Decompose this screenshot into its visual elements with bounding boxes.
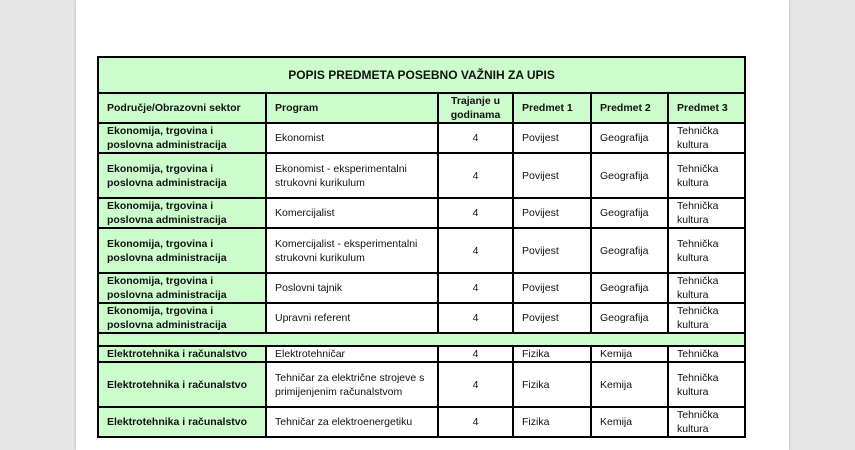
program-cell: Upravni referent xyxy=(266,303,438,333)
group-separator-row xyxy=(98,333,745,346)
sector-cell: Elektrotehnika i računalstvo xyxy=(98,362,266,407)
sector-cell: Elektrotehnika i računalstvo xyxy=(98,346,266,362)
subject1-cell: Povijest xyxy=(513,228,591,273)
header-row xyxy=(98,93,745,123)
table-row xyxy=(98,123,745,153)
table-row xyxy=(98,153,745,198)
subject3-cell: Tehnička xyxy=(668,346,745,362)
col-header-duration: Trajanje u godinama xyxy=(438,93,513,123)
col-header-subject3: Predmet 3 xyxy=(668,93,745,123)
duration-cell: 4 xyxy=(438,153,513,198)
table-title: POPIS PREDMETA POSEBNO VAŽNIH ZA UPIS xyxy=(98,57,745,93)
sector-cell: Ekonomija, trgovina i poslovna administracija xyxy=(98,153,266,198)
subject3-cell: Tehnička kultura xyxy=(668,407,745,437)
subject2-cell: Geografija xyxy=(591,123,668,153)
program-cell: Poslovni tajnik xyxy=(266,273,438,303)
duration-cell: 4 xyxy=(438,303,513,333)
subject2-cell: Geografija xyxy=(591,273,668,303)
subject2-cell: Kemija xyxy=(591,362,668,407)
duration-cell: 4 xyxy=(438,346,513,362)
subject3-cell: Tehnička kultura xyxy=(668,273,745,303)
program-cell: Elektrotehničar xyxy=(266,346,438,362)
table-row xyxy=(98,273,745,303)
subject3-cell: Tehnička kultura xyxy=(668,198,745,228)
subject2-cell: Kemija xyxy=(591,407,668,437)
sector-cell: Ekonomija, trgovina i poslovna administracija xyxy=(98,228,266,273)
sector-cell: Ekonomija, trgovina i poslovna administracija xyxy=(98,273,266,303)
subject1-cell: Fizika xyxy=(513,407,591,437)
subject1-cell: Fizika xyxy=(513,362,591,407)
subject2-cell: Geografija xyxy=(591,198,668,228)
subject3-cell: Tehnička kultura xyxy=(668,303,745,333)
table-row xyxy=(98,407,745,437)
program-cell: Komercijalist xyxy=(266,198,438,228)
subject2-cell: Geografija xyxy=(591,228,668,273)
table-row xyxy=(98,362,745,407)
subject3-cell: Tehnička kultura xyxy=(668,153,745,198)
duration-cell: 4 xyxy=(438,362,513,407)
subject1-cell: Povijest xyxy=(513,198,591,228)
program-cell: Komercijalist - eksperimentalni strukovni kurikulum xyxy=(266,228,438,273)
program-cell: Ekonomist - eksperimentalni strukovni kurikulum xyxy=(266,153,438,198)
separator-cell xyxy=(98,333,745,346)
col-header-subject1: Predmet 1 xyxy=(513,93,591,123)
sector-cell: Elektrotehnika i računalstvo xyxy=(98,407,266,437)
subject1-cell: Povijest xyxy=(513,303,591,333)
subject3-cell: Tehnička kultura xyxy=(668,123,745,153)
program-cell: Ekonomist xyxy=(266,123,438,153)
subject2-cell: Kemija xyxy=(591,346,668,362)
table-row xyxy=(98,228,745,273)
duration-cell: 4 xyxy=(438,228,513,273)
subject3-cell: Tehnička kultura xyxy=(668,362,745,407)
col-header-subject2: Predmet 2 xyxy=(591,93,668,123)
duration-cell: 4 xyxy=(438,273,513,303)
subject3-cell: Tehnička kultura xyxy=(668,228,745,273)
col-header-sector: Područje/Obrazovni sektor xyxy=(98,93,266,123)
subject2-cell: Geografija xyxy=(591,153,668,198)
table-row xyxy=(98,198,745,228)
program-cell: Tehničar za elektroenergetiku xyxy=(266,407,438,437)
subject1-cell: Povijest xyxy=(513,273,591,303)
subject2-cell: Geografija xyxy=(591,303,668,333)
document-page xyxy=(76,0,789,450)
program-cell: Tehničar za električne strojeve s primijenjenim računalstvom xyxy=(266,362,438,407)
subject1-cell: Povijest xyxy=(513,123,591,153)
subject1-cell: Povijest xyxy=(513,153,591,198)
duration-cell: 4 xyxy=(438,407,513,437)
duration-cell: 4 xyxy=(438,123,513,153)
table-row xyxy=(98,303,745,333)
sector-cell: Ekonomija, trgovina i poslovna administracija xyxy=(98,303,266,333)
table-row xyxy=(98,346,745,362)
col-header-program: Program xyxy=(266,93,438,123)
subjects-table xyxy=(97,56,746,438)
sector-cell: Ekonomija, trgovina i poslovna administracija xyxy=(98,123,266,153)
sector-cell: Ekonomija, trgovina i poslovna administracija xyxy=(98,198,266,228)
subject1-cell: Fizika xyxy=(513,346,591,362)
duration-cell: 4 xyxy=(438,198,513,228)
